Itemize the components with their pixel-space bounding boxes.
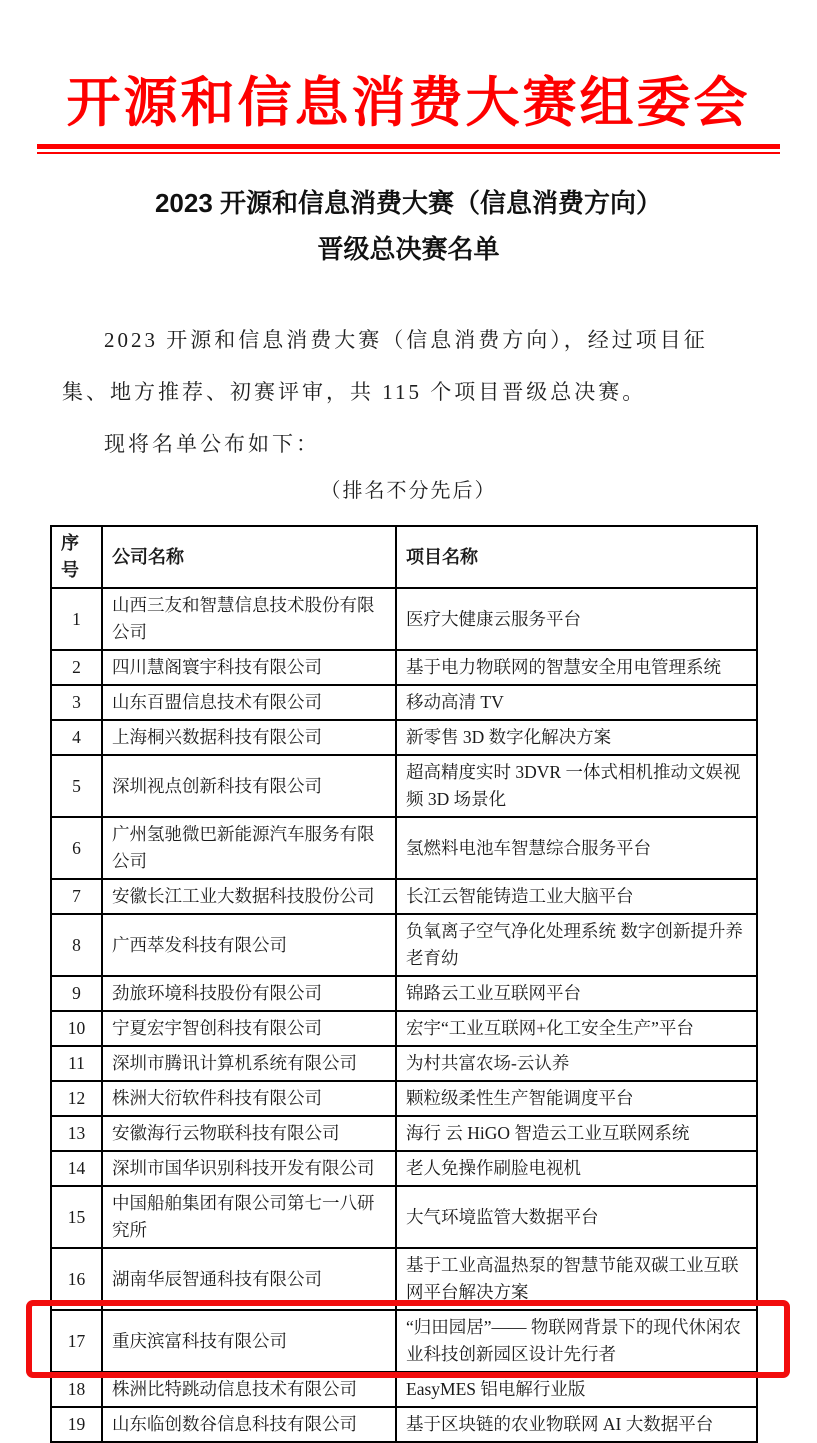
row-number: 15 — [51, 1186, 102, 1248]
project-name-cell: EasyMES 铝电解行业版 — [396, 1372, 757, 1407]
company-name-cell: 广西萃发科技有限公司 — [102, 914, 396, 976]
ranking-note: （排名不分先后） — [320, 480, 497, 502]
row-number: 7 — [51, 879, 102, 914]
project-name-cell: 海行 云 HiGO 智造云工业互联网系统 — [396, 1116, 757, 1151]
finalist-table — [50, 525, 758, 1443]
project-name-cell: 为村共富农场-云认养 — [396, 1046, 757, 1081]
announce-line: 现将名单公布如下： — [104, 432, 320, 456]
row-number: 16 — [51, 1248, 102, 1310]
row-number: 12 — [51, 1081, 102, 1116]
table-row — [51, 914, 757, 976]
table-row — [51, 1081, 757, 1116]
project-name-cell: 新零售 3D 数字化解决方案 — [396, 720, 757, 755]
row-number: 4 — [51, 720, 102, 755]
company-name-cell: 湖南华辰智通科技有限公司 — [102, 1248, 396, 1310]
project-name-cell: 颗粒级柔性生产智能调度平台 — [396, 1081, 757, 1116]
company-name-cell: 重庆滨富科技有限公司 — [102, 1310, 396, 1372]
body-paragraph — [62, 314, 757, 470]
project-name-cell: 氢燃料电池车智慧综合服务平台 — [396, 817, 757, 879]
company-name-cell: 深圳市腾讯计算机系统有限公司 — [102, 1046, 396, 1081]
company-name-cell: 株洲大衍软件科技有限公司 — [102, 1081, 396, 1116]
header-rule-thick — [37, 144, 780, 149]
table-row — [51, 1116, 757, 1151]
row-number: 18 — [51, 1372, 102, 1407]
table-row — [51, 1248, 757, 1310]
project-name-cell: 锦路云工业互联网平台 — [396, 976, 757, 1011]
company-name-cell: 山东百盟信息技术有限公司 — [102, 685, 396, 720]
project-name-cell: 宏宇“工业互联网+化工安全生产”平台 — [396, 1011, 757, 1046]
project-name-cell: 基于工业高温热泵的智慧节能双碳工业互联网平台解决方案 — [396, 1248, 757, 1310]
company-name-cell: 四川慧阁寰宇科技有限公司 — [102, 650, 396, 685]
company-name-cell: 宁夏宏宇智创科技有限公司 — [102, 1011, 396, 1046]
row-number: 3 — [51, 685, 102, 720]
row-number: 13 — [51, 1116, 102, 1151]
row-number: 8 — [51, 914, 102, 976]
company-name-cell: 深圳市国华识别科技开发有限公司 — [102, 1151, 396, 1186]
project-name-cell: 大气环境监管大数据平台 — [396, 1186, 757, 1248]
row-number: 2 — [51, 650, 102, 685]
table-row — [51, 755, 757, 817]
row-number: 5 — [51, 755, 102, 817]
row-number: 9 — [51, 976, 102, 1011]
row-number: 10 — [51, 1011, 102, 1046]
table-row — [51, 879, 757, 914]
company-name-cell: 株洲比特跳动信息技术有限公司 — [102, 1372, 396, 1407]
header-cell-project: 项目名称 — [396, 526, 757, 588]
project-name-cell: 基于区块链的农业物联网 AI 大数据平台 — [396, 1407, 757, 1442]
document-title-line1: 2023 开源和信息消费大赛（信息消费方向） — [154, 188, 663, 218]
table-row — [51, 976, 757, 1011]
company-name-cell: 山西三友和智慧信息技术股份有限公司 — [102, 588, 396, 650]
table-row — [51, 1011, 757, 1046]
row-number: 6 — [51, 817, 102, 879]
paragraph-line-1: 2023 开源和信息消费大赛（信息消费方向），经过项目征 — [104, 328, 708, 352]
company-name-cell: 上海桐兴数据科技有限公司 — [102, 720, 396, 755]
header-cell-no: 序号 — [51, 526, 102, 588]
table-row — [51, 1372, 757, 1407]
company-name-cell: 安徽海行云物联科技有限公司 — [102, 1116, 396, 1151]
company-name-cell: 劲旅环境科技股份有限公司 — [102, 976, 396, 1011]
project-name-cell: 移动高清 TV — [396, 685, 757, 720]
project-name-cell: 超高精度实时 3DVR 一体式相机推动文娱视频 3D 场景化 — [396, 755, 757, 817]
project-name-cell: 基于电力物联网的智慧安全用电管理系统 — [396, 650, 757, 685]
document-title-line2: 晋级总决赛名单 — [317, 234, 500, 264]
company-name-cell: 山东临创数谷信息科技有限公司 — [102, 1407, 396, 1442]
row-number: 14 — [51, 1151, 102, 1186]
table-row — [51, 1186, 757, 1248]
row-number: 17 — [51, 1310, 102, 1372]
header-cell-company: 公司名称 — [102, 526, 396, 588]
company-name-cell: 安徽长江工业大数据科技股份公司 — [102, 879, 396, 914]
table-row — [51, 1046, 757, 1081]
row-number: 11 — [51, 1046, 102, 1081]
company-name-cell: 中国船舶集团有限公司第七一八研究所 — [102, 1186, 396, 1248]
table-row — [51, 720, 757, 755]
table-header-row — [51, 526, 757, 588]
paragraph-line-2: 集、地方推荐、初赛评审，共 115 个项目晋级总决赛。 — [62, 380, 647, 404]
page — [0, 60, 817, 1434]
table-row — [51, 588, 757, 650]
project-name-cell: 负氧离子空气净化处理系统 数字创新提升养老育幼 — [396, 914, 757, 976]
table-row — [51, 650, 757, 685]
table-row — [51, 1407, 757, 1442]
table-row — [51, 685, 757, 720]
project-name-cell: 老人免操作刷脸电视机 — [396, 1151, 757, 1186]
project-name-cell: 长江云智能铸造工业大脑平台 — [396, 879, 757, 914]
org-header-title: 开源和信息消费大赛组委会 — [66, 73, 751, 133]
company-name-cell: 广州氢驰微巴新能源汽车服务有限公司 — [102, 817, 396, 879]
header-rule-thin — [37, 152, 780, 154]
table-row — [51, 1151, 757, 1186]
table-row — [51, 817, 757, 879]
project-name-cell: “归田园居”—— 物联网背景下的现代休闲农业科技创新园区设计先行者 — [396, 1310, 757, 1372]
row-number: 19 — [51, 1407, 102, 1442]
company-name-cell: 深圳视点创新科技有限公司 — [102, 755, 396, 817]
project-name-cell: 医疗大健康云服务平台 — [396, 588, 757, 650]
table-body — [51, 588, 757, 1442]
table-row — [51, 1310, 757, 1372]
document-title — [0, 180, 817, 272]
row-number: 1 — [51, 588, 102, 650]
